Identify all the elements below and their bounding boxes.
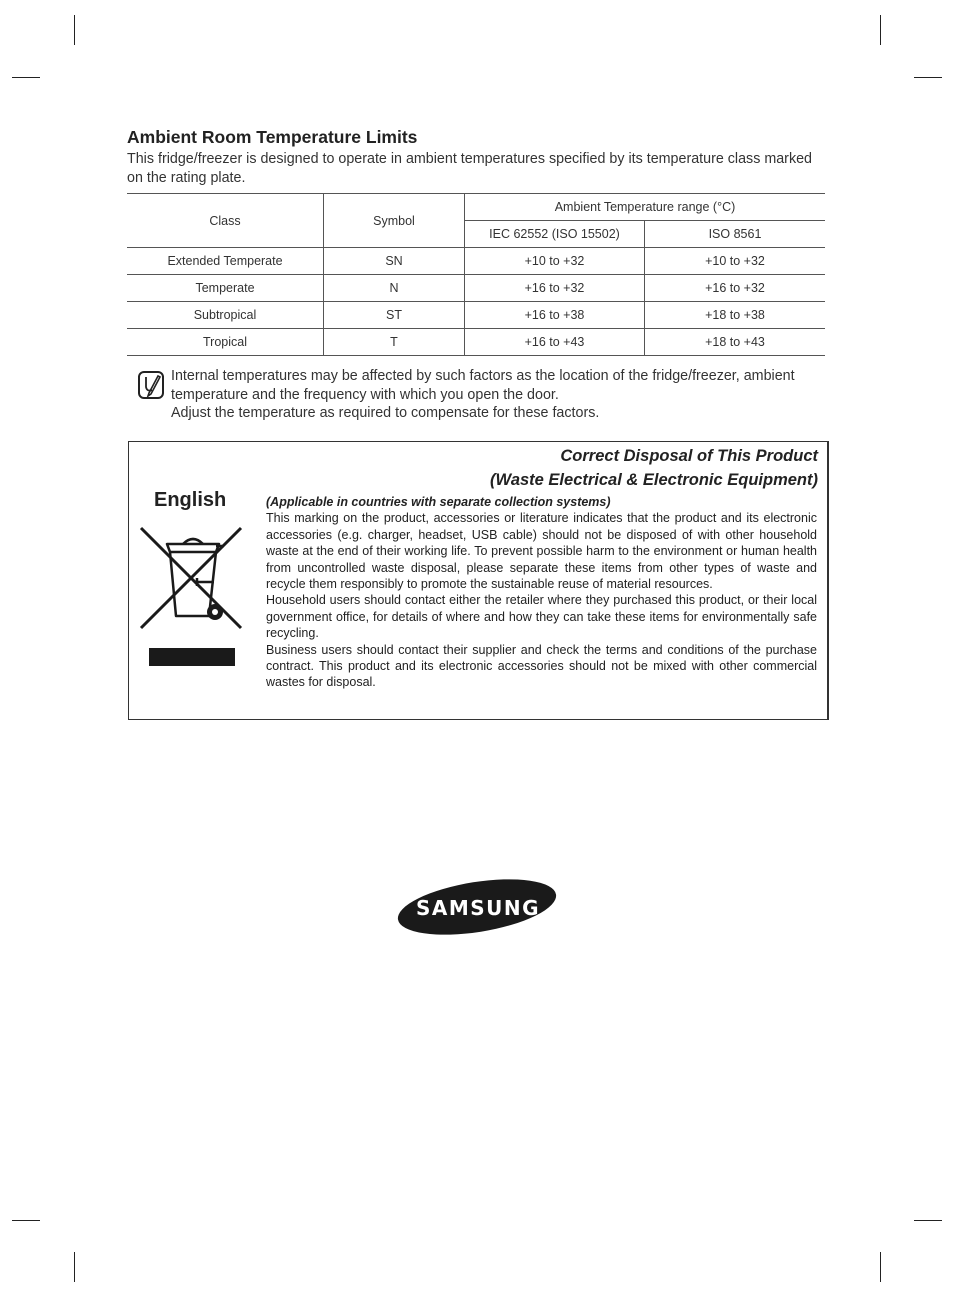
crop-mark [914, 77, 942, 78]
cell-iso: +18 to +38 [645, 302, 826, 329]
table-row [127, 248, 825, 275]
cell-iec: +10 to +32 [465, 248, 645, 275]
disposal-title-line: Correct Disposal of This Product [560, 447, 818, 465]
header-iso: ISO 8561 [645, 221, 826, 248]
weee-disposal-box [128, 441, 829, 720]
note-line: Internal temperatures may be affected by such factors as the location of the fridge/freezer, ambient temperature and the frequency with which you open the door. [171, 368, 795, 403]
note-text [171, 367, 831, 423]
cell-iec: +16 to +43 [465, 329, 645, 356]
cell-iso: +10 to +32 [645, 248, 826, 275]
crop-mark [914, 1220, 942, 1221]
samsung-logo [395, 879, 560, 935]
cell-symbol: SN [324, 248, 465, 275]
disposal-body [266, 494, 817, 691]
table-row [127, 275, 825, 302]
crop-mark [12, 1220, 40, 1221]
disposal-subtitle: (Applicable in countries with separate collection systems) [266, 495, 611, 509]
note-line: Adjust the temperature as required to compensate for these factors. [171, 405, 600, 421]
language-label: English [154, 489, 227, 511]
crop-mark [880, 1252, 881, 1282]
cell-class: Subtropical [127, 302, 324, 329]
bin-underline-bar [149, 648, 235, 666]
crop-mark [880, 15, 881, 45]
header-iec: IEC 62552 (ISO 15502) [465, 221, 645, 248]
header-symbol: Symbol [324, 194, 465, 248]
cell-iec: +16 to +32 [465, 275, 645, 302]
disposal-paragraph: Business users should contact their supplier and check the terms and conditions of the purchase contract. This product and its electronic accessories should not be mixed with other commercial wastes for disposal. [266, 642, 817, 690]
table-row [127, 329, 825, 356]
crossed-out-wheelie-bin-icon [139, 524, 245, 632]
crop-mark [12, 77, 40, 78]
disposal-paragraph: This marking on the product, accessories or literature indicates that the product and its electronic accessories (e.g. charger, headset, USB cable) should not be disposed of with other household waste at the end of their working life. To prevent possible harm to the environment or human health from uncontrolled waste disposal, please separate these items from other types of waste and recycle them responsibly to promote the sustainable reuse of material resources. [266, 511, 817, 592]
cell-iso: +18 to +43 [645, 329, 826, 356]
table-row [127, 302, 825, 329]
cell-symbol: ST [324, 302, 465, 329]
svg-text:SAMSUNG: SAMSUNG [415, 896, 541, 920]
disposal-paragraph: Household users should contact either the retailer where they purchased this product, or their local government office, for details of where and how they can take these items for environmentally safe recycling. [266, 593, 817, 641]
table-header-row [127, 194, 825, 221]
cell-symbol: N [324, 275, 465, 302]
crop-mark [74, 15, 75, 45]
section-heading: Ambient Room Temperature Limits [127, 127, 418, 147]
cell-class: Extended Temperate [127, 248, 324, 275]
cell-class: Tropical [127, 329, 324, 356]
disposal-title-line: (Waste Electrical & Electronic Equipment) [490, 471, 818, 489]
header-ambient-range: Ambient Temperature range (°C) [465, 194, 826, 221]
cell-iec: +16 to +38 [465, 302, 645, 329]
intro-paragraph: This fridge/freezer is designed to operate in ambient temperatures specified by its temperature class marked on the rating plate. [127, 151, 812, 186]
disposal-title [490, 444, 818, 492]
header-class: Class [127, 194, 324, 248]
cell-iso: +16 to +32 [645, 275, 826, 302]
note-pencil-icon [137, 370, 165, 400]
cell-class: Temperate [127, 275, 324, 302]
crop-mark [74, 1252, 75, 1282]
temperature-table [127, 193, 825, 356]
cell-symbol: T [324, 329, 465, 356]
